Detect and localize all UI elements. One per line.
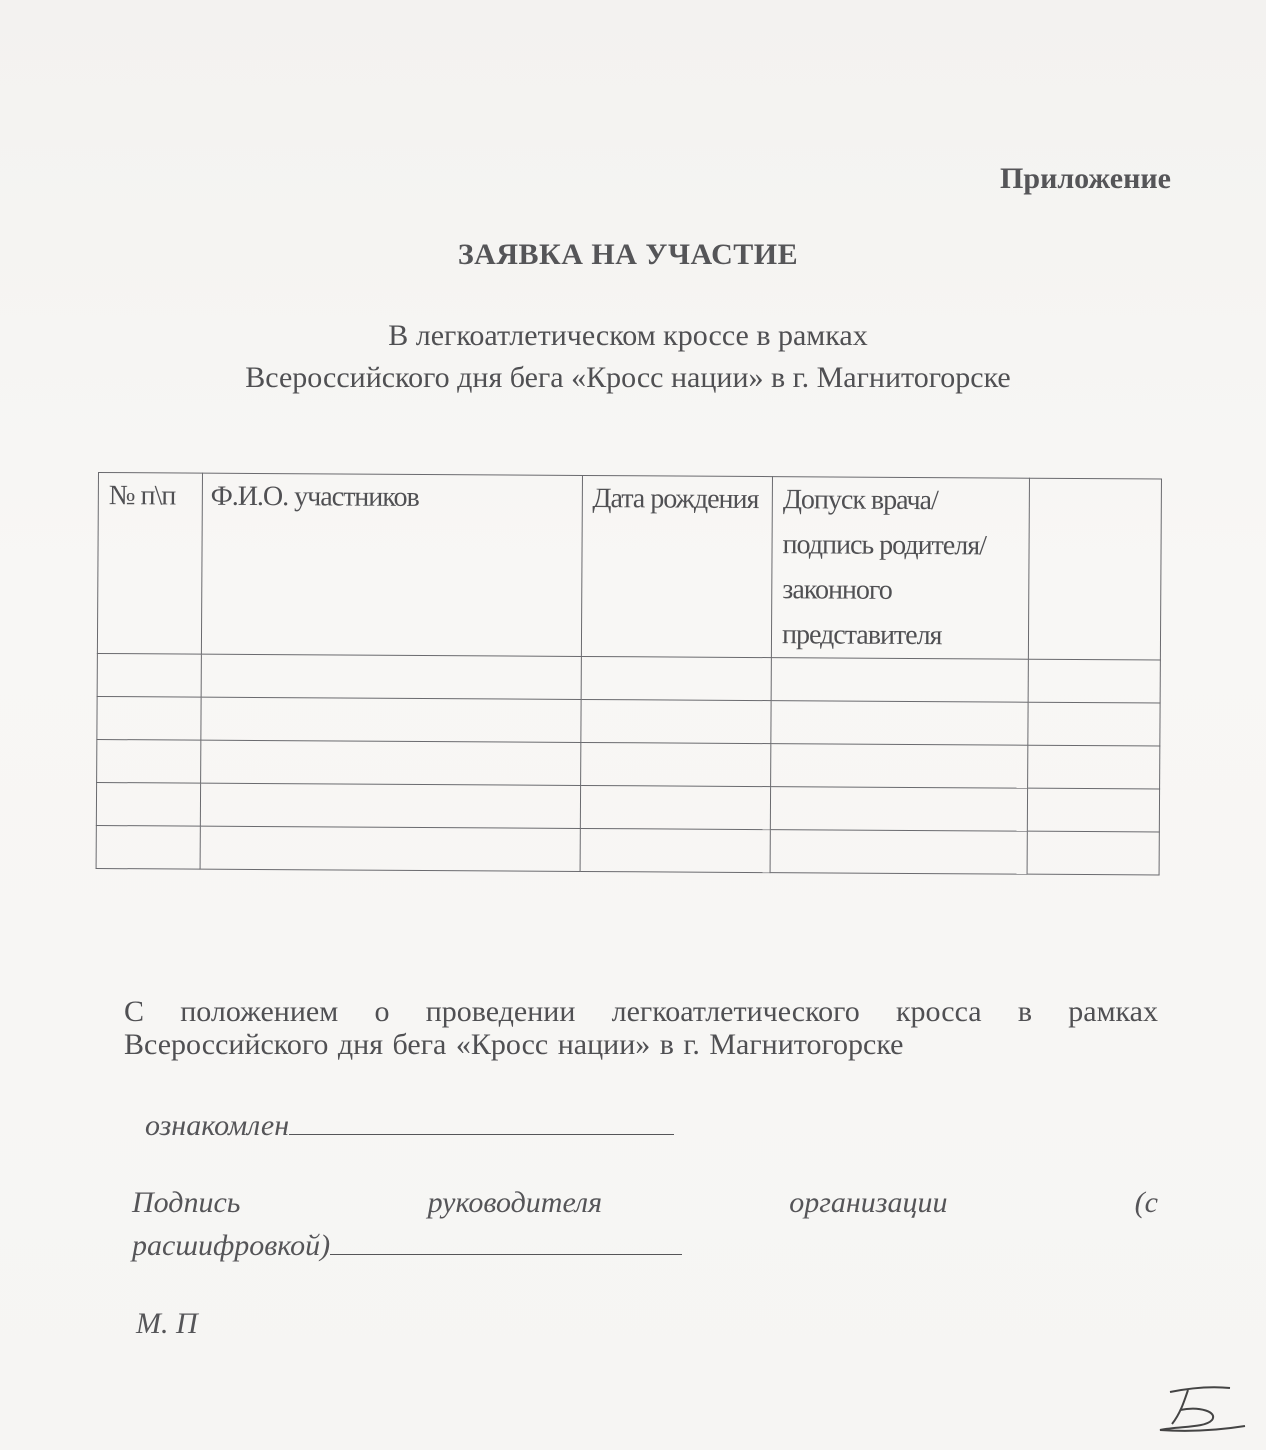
header-number: № п\п xyxy=(97,473,202,655)
table-cell xyxy=(580,785,771,829)
table-cell xyxy=(96,825,200,869)
appendix-label: Приложение xyxy=(1000,162,1171,195)
table-row xyxy=(96,825,1159,874)
subtitle-line-1: В легкоатлетическом кроссе в рамках xyxy=(388,319,868,352)
header-extra xyxy=(1028,478,1161,660)
table-cell xyxy=(1027,831,1159,875)
table-cell xyxy=(200,740,580,785)
stamp-place-label: М. П xyxy=(136,1307,198,1340)
table-cell xyxy=(200,783,580,828)
regulation-statement: С положением о проведении легкоатлетического кросса в рамках Всероссийского дня бега «Кросс нации» в г. Магнитогорске xyxy=(124,995,1158,1061)
acquainted-blank xyxy=(289,1106,674,1135)
table-cell xyxy=(1028,702,1160,746)
signature-line-label: расшифровкой) xyxy=(132,1229,331,1262)
table-cell xyxy=(97,653,201,697)
table-row xyxy=(97,653,1160,702)
signature-blank xyxy=(330,1226,682,1255)
table-cell xyxy=(201,654,581,699)
table-cell xyxy=(200,826,580,871)
table-header-row xyxy=(97,473,1161,660)
table-cell xyxy=(97,696,201,740)
signature-word-3: организации xyxy=(789,1186,948,1219)
table-row xyxy=(97,739,1160,788)
table-row xyxy=(96,782,1159,831)
table-cell xyxy=(771,658,1028,703)
table-cell xyxy=(97,739,201,783)
document-title: ЗАЯВКА НА УЧАСТИЕ xyxy=(457,238,799,271)
document-subtitle xyxy=(0,315,1256,399)
signature-label-row xyxy=(132,1186,1158,1220)
table-cell xyxy=(201,697,581,742)
header-birth-date: Дата рождения xyxy=(581,475,773,657)
table-cell xyxy=(96,782,200,826)
signature-word-4: (с xyxy=(1134,1186,1158,1219)
signature-line xyxy=(132,1226,682,1263)
header-medical-admission: Допуск врача/подпись родителя/законного представителя xyxy=(771,477,1029,660)
table-cell xyxy=(771,744,1028,789)
table-cell xyxy=(770,787,1027,832)
subtitle-line-2: Всероссийского дня бега «Кросс нации» в г. Магнитогорске xyxy=(245,361,1011,394)
header-full-name: Ф.И.О. участников xyxy=(201,473,582,656)
table-row xyxy=(97,696,1160,745)
handwritten-signature-mark xyxy=(1150,1380,1250,1440)
signature-word-2: руководителя xyxy=(427,1186,603,1219)
table-cell xyxy=(1028,659,1160,703)
table-cell xyxy=(1028,745,1160,789)
acquainted-line xyxy=(145,1106,674,1143)
table-cell xyxy=(580,699,771,743)
table-cell xyxy=(1027,788,1159,832)
table-cell xyxy=(581,656,772,700)
participants-table xyxy=(96,472,1162,875)
acquainted-label: ознакомлен xyxy=(145,1109,290,1142)
table-cell xyxy=(580,742,771,786)
signature-word-1: Подпись xyxy=(132,1186,241,1219)
table-cell xyxy=(770,830,1027,875)
table-cell xyxy=(580,828,771,872)
table-cell xyxy=(771,701,1028,746)
